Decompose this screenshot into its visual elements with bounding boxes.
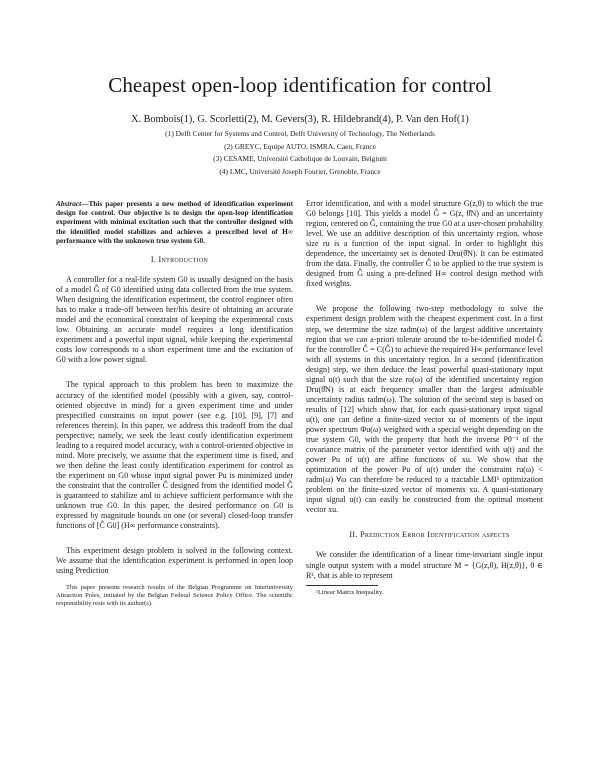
affiliation-1: (1) Delft Center for Systems and Control, Delft University of Technology, The Netherlands	[165, 129, 435, 138]
left-column	[56, 199, 293, 608]
right-paragraph-1: Error identification, and with a model structure G(z,θ) to which the true G0 belongs [10]. This yields a model Ĝ = G(z, θ̂N) and an uncertainty region, centered on Ĝ, containing the true G0 at a user-chosen probability level. We use an additive description of this uncertainty region, whose size ru is a function of the input signal. In order to highlight this dependence, the uncertainty set is denoted Dru(θ̂N). It can be estimated from the data. Finally, the controller Ĉ to be applied to the true system is designed from Ĝ using a pre-defined H∞ control design method with fixed weights.	[306, 199, 543, 289]
intro-paragraph-1: A controller for a real-life system G0 is usually designed on the basis of a model Ĝ of G0 identified using data collected from the true system. When designing the identification experiment, the control engineer often has to make a trade-off between her/his desire of obtaining an accurate model and the economical constraint of keeping the experimental costs low. Obtaining an accurate model requires a long identification experiment and a powerful input signal, while keeping the experimental costs low corresponds to a short experiment time and the excitation of G0 with a low power signal.	[56, 275, 293, 365]
affiliation-3: (3) CESAME, Université Catholique de Louvain, Belgium	[213, 154, 387, 164]
intro-paragraph-3: This experiment design problem is solved in the following context. We assume that the identification experiment is performed in open loop using Prediction	[56, 546, 293, 576]
affiliation-2: (2) GREYC, Equipe AUTO, ISMRA, Caen, France	[224, 141, 376, 151]
section-heading-introduction: I. Introduction	[150, 255, 209, 265]
abstract-lead: Abstract	[56, 199, 82, 208]
funding-footnote: This paper presents research results of the Belgian Programme on Interuniversity Attraction Poles, initiated by the Belgian Federal Science Policy Office. The scientific responsibility rests with its author(s).	[56, 584, 293, 607]
author-list: X. Bombois(1), G. Scorletti(2), M. Gevers(3), R. Hildebrand(4), P. Van den Hof(1)	[131, 114, 469, 125]
lmi-footnote: ¹Linear Matrix Inequality.	[316, 588, 384, 596]
right-paragraph-3: We consider the identification of a linear time-invariant single input single output system with a model structure M = {G(z,θ), H(z,θ)}, θ ∈ Rᵏ, that is able to represent	[306, 550, 543, 580]
intro-paragraph-2: The typical approach to this problem has been to maximize the accuracy of the identified model (possibly with a given, say, control-oriented objective in mind) for a given experiment time and under prespecified constraints on input power (see e.g. [10], [9], [7] and references therein). In this paper, we address this tradeoff from the dual perspective; namely, we seek the least costly identification experiment leading to a required model accuracy, with a control-oriented objective in mind. More precisely, we assume that the experiment time is fixed, and we then define the least costly identification experiment for control as the experiment on G0 whose input signal power Pu is minimized under the constraint that the controller Ĉ designed from the identified model Ĝ is guaranteed to stabilize and to achieve sufficient performance with the unknown true G0. In this paper, the desired performance on G0 is expressed by magnitude bounds on one (or several) closed-loop transfer functions of [Ĉ G0] (H∞ performance constraints).	[56, 380, 293, 531]
abstract	[56, 199, 293, 245]
footnote-rule	[306, 585, 378, 586]
right-column	[306, 199, 543, 596]
right-paragraph-2: We propose the following two-step methodology to solve the experiment design problem with the cheapest experiment cost. In a first step, we determine the size radm(ω) of the largest additive uncertainty region that we can a-priori tolerate around the to-be-identified model Ĝ for the controller Ĉ = C(Ĝ) to achieve the required H∞ performance level with all systems in this uncertainty region. In a second (identification design) step, we then deduce the least powerful quasi-stationary input signal u(t) such that the size ru(ω) of the identified uncertainty region Dru(θ̂N) is at each frequency smaller than the largest admissible uncertainty radius radm(ω). The solution of the second step is based on results of [12] which show that, for each quasi-stationary input signal u(t), one can define a finite-sized vector xu of moments of the input power spectrum Φu(ω) weighted with a special weight depending on the true system G0, with the property that both the inverse Pθ⁻¹ of the covariance matrix of the parameter vector identified with u(t) and the power Pu of u(t) are affine functions of xu. We show that the optimization of the power Pu of u(t) under the constraint ru(ω) < radm(ω) ∀ω can therefore be reduced to a tractable LMI¹ optimization problem on the finite-sized vector of moments xu. A quasi-stationary input signal u(t) can easily be constructed from the optimal moment vector xu.	[306, 304, 543, 515]
affiliation-list	[0, 128, 600, 178]
affiliation-4: (4) LMC, Université Joseph Fourier, Grenoble, France	[219, 166, 381, 176]
section-heading-prediction-error: II. Prediction Error Identification aspects	[349, 530, 510, 540]
paper-title: Cheapest open-loop identification for control	[108, 73, 492, 97]
abstract-body: —This paper presents a new method of identification experiment design for control. Our objective is to design the open-loop identification experiment with minimal excitation such that the controller designed with the identified model stabilizes and achieves a prescribed level of H∞ performance with the unknown true system G0.	[56, 199, 293, 245]
